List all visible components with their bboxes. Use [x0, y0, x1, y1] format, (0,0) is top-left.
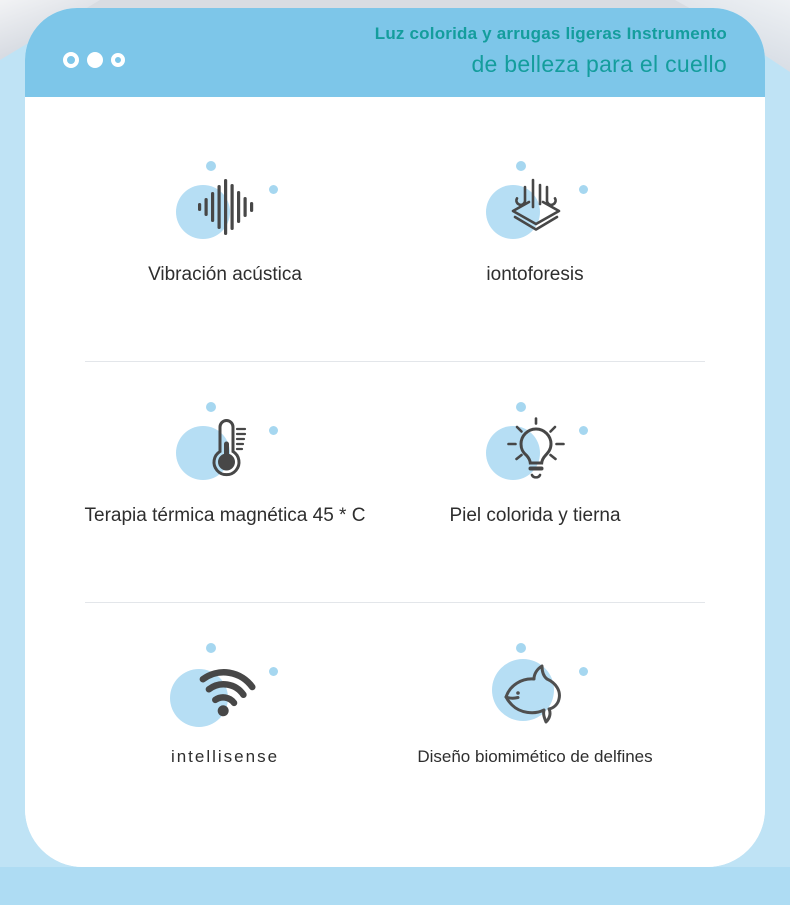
feature-acoustic-vibration	[70, 161, 380, 361]
decor-dot-icon	[516, 161, 526, 171]
bottom-accent-bar	[0, 867, 790, 905]
wifi-icon	[194, 657, 258, 721]
light-bulb-icon	[504, 416, 568, 480]
decor-dot-icon	[206, 402, 216, 412]
decor-dot-icon	[579, 426, 588, 435]
feature-grid	[25, 97, 765, 867]
feature-label: Vibración acústica	[148, 264, 302, 285]
decor-dot-icon	[579, 667, 588, 676]
feature-colorful-tender-skin	[380, 402, 690, 602]
icon-wrap	[470, 161, 600, 257]
decor-dot-icon	[516, 643, 526, 653]
feature-dolphin-biomimetic-design	[380, 643, 690, 867]
feature-label: Terapia térmica magnética 45 * C	[84, 505, 366, 526]
decor-dot-icon	[269, 426, 278, 435]
decor-dot-icon	[269, 185, 278, 194]
feature-label: Piel colorida y tierna	[449, 505, 621, 526]
decor-dot-icon	[269, 667, 278, 676]
feature-magnetic-heat-therapy	[70, 402, 380, 602]
outline-dot-icon	[111, 53, 125, 67]
header-titles	[375, 22, 727, 80]
decor-dot-icon	[206, 643, 216, 653]
icon-wrap	[160, 161, 290, 257]
decor-dot-icon	[579, 185, 588, 194]
feature-row-3	[25, 603, 765, 867]
feature-intellisense	[70, 643, 380, 867]
dolphin-icon	[498, 653, 570, 725]
feature-label: Diseño biomimético de delfines	[417, 747, 653, 766]
decor-dot-icon	[516, 402, 526, 412]
product-feature-card	[25, 8, 765, 867]
feature-label: iontoforesis	[486, 264, 584, 285]
decor-dot-icon	[206, 161, 216, 171]
title-line-1: Luz colorida y arrugas ligeras Instrumento	[374, 24, 727, 43]
feature-iontophoresis	[380, 161, 690, 361]
title-line-2: de belleza para el cuello	[471, 51, 727, 77]
icon-wrap	[160, 402, 290, 498]
feature-row-1	[25, 97, 765, 361]
icon-wrap	[470, 643, 600, 739]
icon-wrap	[160, 643, 290, 739]
iontophoresis-icon	[504, 175, 568, 239]
card-header	[25, 8, 765, 97]
thermometer-icon	[194, 416, 258, 480]
icon-wrap	[470, 402, 600, 498]
sound-wave-icon	[194, 175, 258, 239]
feature-row-2	[25, 362, 765, 602]
filled-dot-icon	[87, 52, 103, 68]
outline-dot-icon	[63, 52, 79, 68]
feature-label: intellisense	[170, 747, 280, 766]
window-dots	[63, 52, 125, 68]
